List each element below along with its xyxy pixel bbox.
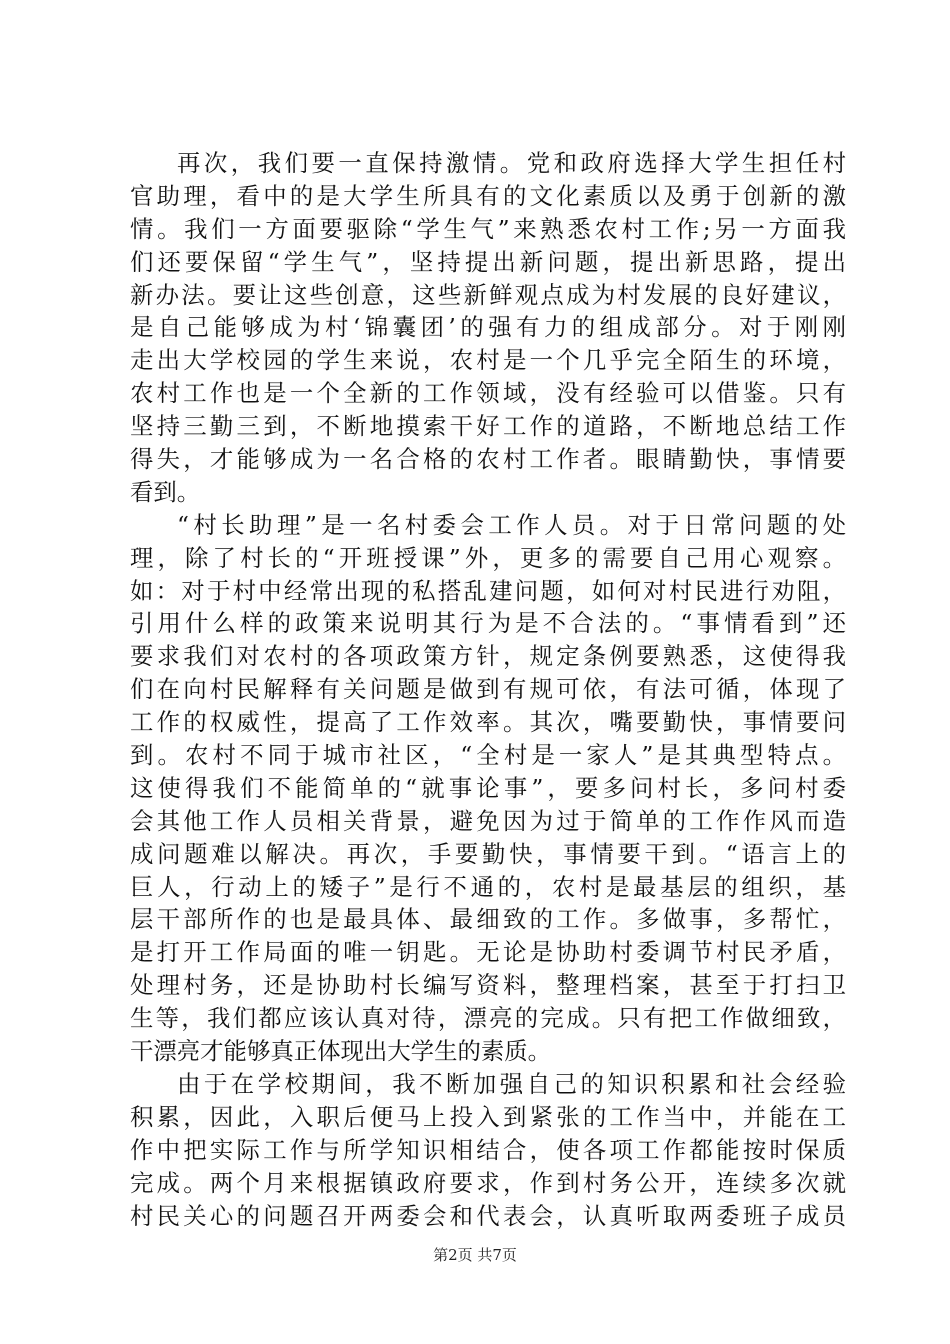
- text-line: 官助理，看中的是大学生所具有的文化素质以及勇于创新的激: [130, 181, 846, 210]
- text-line: 农村工作也是一个全新的工作领域，没有经验可以借鉴。只有: [130, 379, 846, 408]
- text-line: 新办法。要让这些创意，这些新鲜观点成为村发展的良好建议，: [130, 280, 846, 309]
- text-line: 巨人，行动上的矮子”是行不通的，农村是最基层的组织，基: [130, 872, 846, 901]
- text-line: 这使得我们不能简单的“就事论事”，要多问村长，多问村委: [130, 773, 846, 802]
- text-line: 理，除了村长的“开班授课”外，更多的需要自己用心观察。: [130, 543, 846, 572]
- text-line: 工作的权威性，提高了工作效率。其次，嘴要勤快，事情要问: [130, 708, 846, 737]
- text-line: 到。农村不同于城市社区，“全村是一家人”是其典型特点。: [130, 741, 846, 770]
- text-line: 作中把实际工作与所学知识相结合，使各项工作都能按时保质: [130, 1135, 846, 1164]
- text-line: 处理村务，还是协助村长编写资料，整理档案，甚至于打扫卫: [130, 971, 846, 1000]
- text-line: 是自己能够成为村‘锦囊团’的强有力的组成部分。对于刚刚: [130, 313, 846, 342]
- page-number-footer: 第2页 共7页: [433, 1246, 517, 1264]
- text-line: 完成。两个月来根据镇政府要求，作到村务公开，连续多次就: [130, 1168, 846, 1197]
- text-line: 情。我们一方面要驱除“学生气”来熟悉农村工作;另一方面我: [130, 214, 846, 243]
- text-line: 要求我们对农村的各项政策方针，规定条例要熟悉，这使得我: [130, 642, 846, 671]
- text-line: 走出大学校园的学生来说，农村是一个几乎完全陌生的环境，: [130, 346, 846, 375]
- text-line: 会其他工作人员相关背景，避免因为过于简单的工作作风而造: [130, 806, 846, 835]
- text-line: 层干部所作的也是最具体、最细致的工作。多做事，多帮忙，: [130, 905, 846, 934]
- text-line: 生等，我们都应该认真对待，漂亮的完成。只有把工作做细致，: [130, 1004, 846, 1033]
- text-line: 引用什么样的政策来说明其行为是不合法的。“事情看到”还: [130, 609, 846, 638]
- document-body: [130, 147, 846, 1232]
- text-line: 干漂亮才能够真正体现出大学生的素质。: [130, 1037, 552, 1066]
- text-line: 村民关心的问题召开两委会和代表会，认真听取两委班子成员: [130, 1201, 846, 1230]
- text-line: 得失，才能够成为一名合格的农村工作者。眼睛勤快，事情要: [130, 445, 846, 474]
- text-line: 看到。: [130, 477, 201, 506]
- text-line: 们还要保留“学生气”，坚持提出新问题，提出新思路，提出: [130, 247, 846, 276]
- text-line: 由于在学校期间，我不断加强自己的知识积累和社会经验: [177, 1069, 846, 1098]
- text-line: 如：对于村中经常出现的私搭乱建问题，如何对村民进行劝阻，: [130, 576, 846, 605]
- text-line: 坚持三勤三到，不断地摸索干好工作的道路，不断地总结工作: [130, 412, 846, 441]
- text-line: “村长助理”是一名村委会工作人员。对于日常问题的处: [177, 510, 846, 539]
- text-line: 是打开工作局面的唯一钥匙。无论是协助村委调节村民矛盾，: [130, 938, 846, 967]
- text-line: 成问题难以解决。再次，手要勤快，事情要干到。“语言上的: [130, 839, 846, 868]
- text-line: 积累，因此，入职后便马上投入到紧张的工作当中，并能在工: [130, 1102, 846, 1131]
- text-line: 们在向村民解释有关问题是做到有规可依，有法可循，体现了: [130, 675, 846, 704]
- text-line: 再次，我们要一直保持激情。党和政府选择大学生担任村: [177, 149, 846, 177]
